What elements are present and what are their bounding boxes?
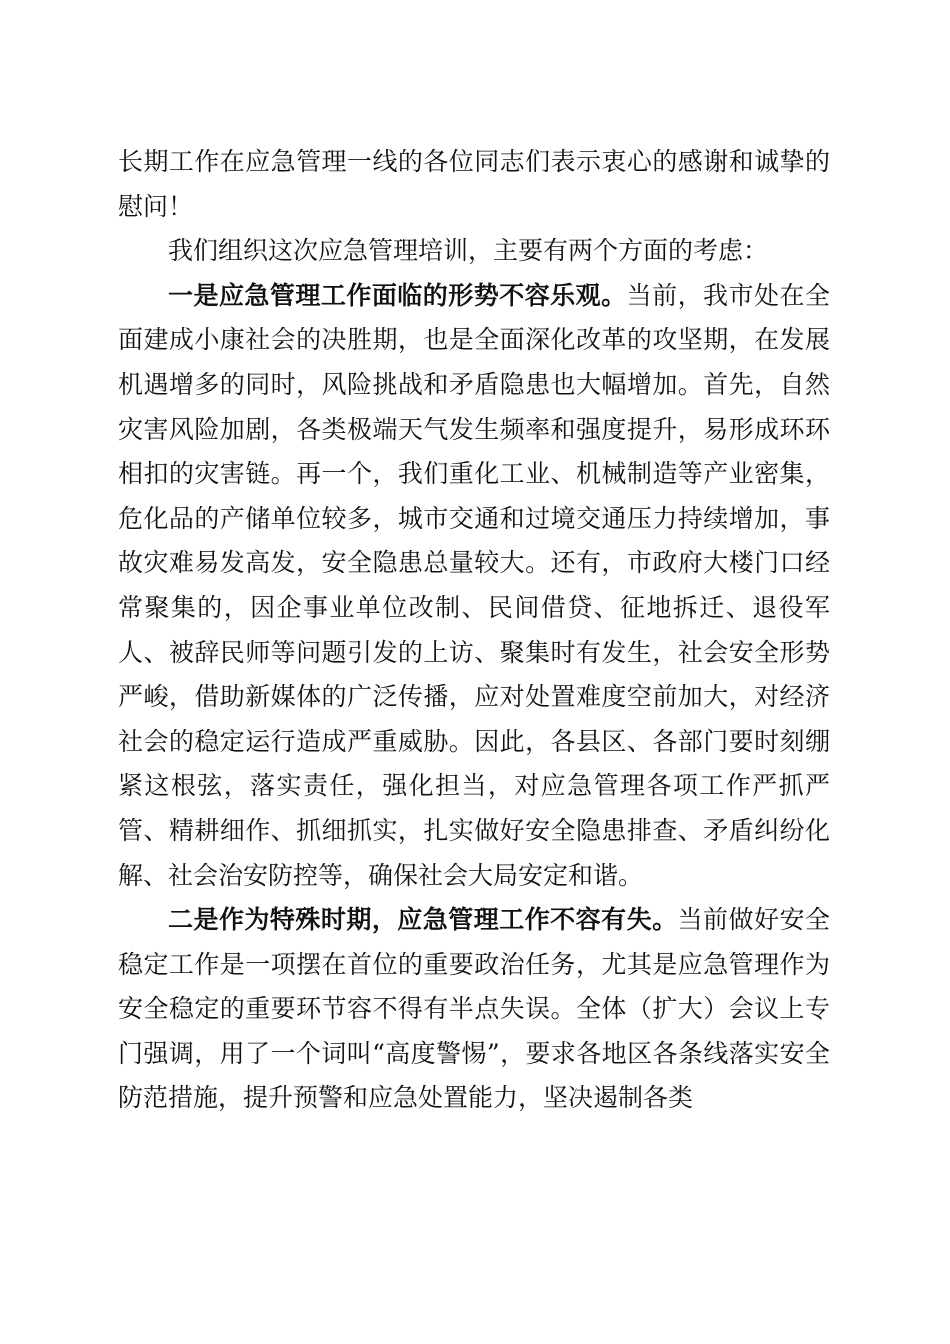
paragraph-4-text: 当前做好安全稳定工作是一项摆在首位的重要政治任务，尤其是应急管理作为安全稳定的重要环节容不得有半点失误。全体（扩大）会议上专门强调，用了一个词叫“高度警惕”，要求各地区各条线落实安全防范措施，提升预警和应急处置能力，坚决遏制各类: [118, 905, 830, 1113]
paragraph-1: [118, 140, 830, 229]
paragraph-1-text: 长期工作在应急管理一线的各位同志们表示衷心的感谢和诚挚的慰问！: [118, 147, 830, 221]
paragraph-3-heading: 一是应急管理工作面临的形势不容乐观。: [168, 280, 627, 310]
paragraph-2: [118, 229, 830, 274]
paragraph-4: [118, 898, 830, 1121]
paragraph-2-text: 我们组织这次应急管理培训，主要有两个方面的考虑：: [168, 236, 769, 266]
paragraph-3-text: 当前，我市处在全面建成小康社会的决胜期，也是全面深化改革的攻坚期，在发展机遇增多的同时，风险挑战和矛盾隐患也大幅增加。首先，自然灾害风险加剧，各类极端天气发生频率和强度提升，易形成环环相扣的灾害链。再一个，我们重化工业、机械制造等产业密集，危化品的产储单位较多，城市交通和过境交通压力持续增加，事故灾难易发高发，安全隐患总量较大。还有，市政府大楼门口经常聚集的，因企事业单位改制、民间借贷、征地拆迁、退役军人、被辞民师等问题引发的上访、聚集时有发生，社会安全形势严峻，借助新媒体的广泛传播，应对处置难度空前加大，对经济社会的稳定运行造成严重威胁。因此，各县区、各部门要时刻绷紧这根弦，落实责任，强化担当，对应急管理各项工作严抓严管、精耕细作、抓细抓实，扎实做好安全隐患排查、矛盾纠纷化解、社会治安防控等，确保社会大局安定和谐。: [118, 280, 830, 890]
document-body: [118, 140, 830, 1121]
paragraph-3: [118, 274, 830, 898]
paragraph-4-heading: 二是作为特殊时期，应急管理工作不容有失。: [168, 905, 678, 935]
